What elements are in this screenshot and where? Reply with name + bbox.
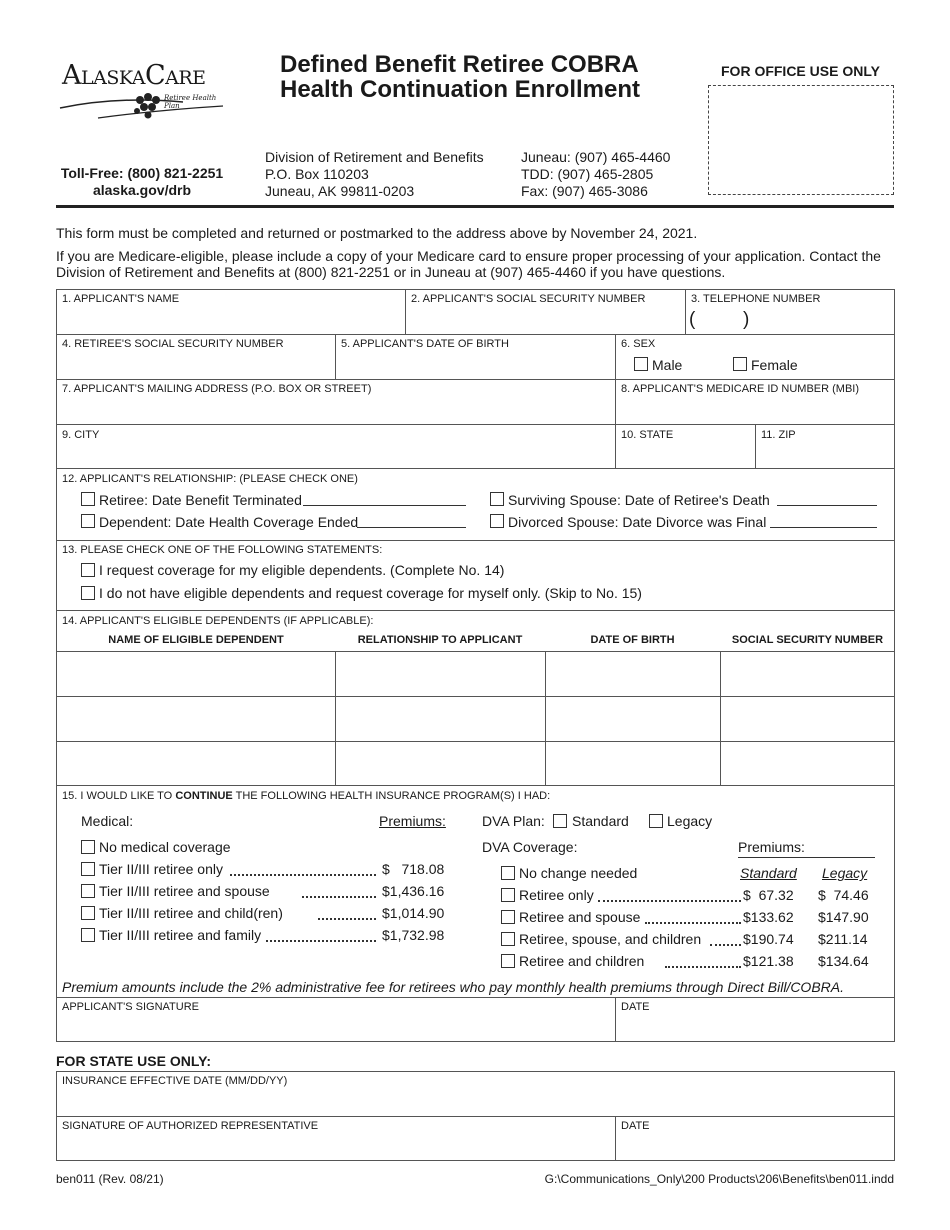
col-dependent-name: NAME OF ELIGIBLE DEPENDENT [108, 634, 284, 646]
intro-deadline: This form must be completed and returned or postmarked to the address above by November 24, 2021. [56, 225, 698, 241]
retiree-ssn-field[interactable] [57, 351, 334, 378]
phone-numbers [521, 149, 670, 200]
medical-heading: Medical: [81, 813, 134, 829]
dependent-checkbox[interactable] [81, 514, 95, 528]
divorced-spouse-checkbox[interactable] [490, 514, 504, 528]
retiree-checkbox[interactable] [81, 492, 95, 506]
dva-retiree-spouse-checkbox[interactable] [501, 910, 515, 924]
retiree-date-line[interactable] [303, 505, 466, 506]
col-date-of-birth: DATE OF BIRTH [590, 634, 675, 646]
medicare-id-label: 8. APPLICANT'S MEDICARE ID NUMBER (MBI) [621, 383, 860, 395]
dva-retiree-only-checkbox[interactable] [501, 888, 515, 902]
programs-label-post: THE FOLLOWING HEALTH INSURANCE PROGRAM(S) I HAD: [232, 790, 551, 802]
state-field[interactable] [616, 441, 754, 467]
file-path: G:\Communications_Only\200 Products\206\Benefits\ben011.indd [544, 1172, 894, 1186]
city-field[interactable] [57, 441, 614, 467]
dva-option-legacy: $ 74.46 [818, 887, 869, 903]
dva-plan-label: DVA Plan: [482, 813, 545, 829]
effective-date-field[interactable] [57, 1088, 894, 1115]
divorced-spouse-option: Divorced Spouse: Date Divorce was Final [508, 514, 767, 530]
applicant-signature-field[interactable] [57, 1014, 614, 1041]
dva-retiree-spouse-children-checkbox[interactable] [501, 932, 515, 946]
col-ssn: SOCIAL SECURITY NUMBER [731, 634, 884, 646]
address-line-3: Juneau, AK 99811-0203 [265, 183, 415, 199]
signature-date-label: DATE [621, 1001, 650, 1013]
effective-date-label: INSURANCE EFFECTIVE DATE (MM/DD/YY) [62, 1075, 288, 1087]
medical-option-price: $ 718.08 [382, 861, 445, 877]
dva-option-standard: $190.74 [743, 931, 794, 947]
retiree-option: Retiree: Date Benefit Terminated [99, 492, 302, 508]
signature-date-field[interactable] [616, 1014, 894, 1041]
medical-retiree-children-checkbox[interactable] [81, 906, 95, 920]
applicant-ssn-label: 2. APPLICANT'S SOCIAL SECURITY NUMBER [411, 293, 646, 305]
medical-option-label: No medical coverage [99, 839, 231, 855]
retiree-ssn-label: 4. RETIREE'S SOCIAL SECURITY NUMBER [62, 338, 284, 350]
logo-tagline: Retiree Health Plan [164, 94, 217, 110]
header-divider [56, 205, 894, 208]
logo-wordmark: AlaskaCare [62, 60, 206, 91]
address-line-2: P.O. Box 110203 [265, 166, 369, 182]
state-use-title: FOR STATE USE ONLY: [56, 1053, 212, 1069]
dependent-row-3[interactable] [57, 742, 894, 784]
request-dependents-checkbox[interactable] [81, 563, 95, 577]
form-id: ben011 (Rev. 08/21) [56, 1172, 164, 1186]
intro-medicare-1: If you are Medicare-eligible, please include a copy of your Medicare card to ensure proper processing of your application. Contact the [56, 248, 881, 264]
dva-option-standard: $ 67.32 [743, 887, 794, 903]
medical-option-label: Tier II/III retiree and child(ren) [99, 905, 283, 921]
surviving-spouse-checkbox[interactable] [490, 492, 504, 506]
applicant-name-label: 1. APPLICANT'S NAME [62, 293, 180, 305]
male-label: Male [652, 357, 683, 373]
medical-option-price: $1,732.98 [382, 927, 445, 943]
zip-field[interactable] [756, 441, 894, 467]
dva-standard-label: Standard [572, 813, 629, 829]
city-label: 9. CITY [62, 429, 100, 441]
website-link[interactable]: alaska.gov/drb [92, 182, 192, 198]
mailing-address-label: 7. APPLICANT'S MAILING ADDRESS (P.O. BOX OR STREET) [62, 383, 372, 395]
dva-standard-checkbox[interactable] [553, 814, 567, 828]
premium-note: Premium amounts include the 2% administrative fee for retirees who pay monthly health premiums through Direct Bill/COBRA. [62, 979, 844, 995]
area-code-open: ( [689, 309, 696, 330]
medical-option-label: Tier II/III retiree and family [99, 927, 262, 943]
dva-no-change-checkbox[interactable] [501, 866, 515, 880]
dva-legacy-checkbox[interactable] [649, 814, 663, 828]
mailing-address [265, 149, 484, 200]
form-title [280, 52, 640, 102]
phone-tdd: TDD: (907) 465-2805 [521, 166, 654, 182]
programs-label [62, 790, 550, 802]
medical-option-label: Tier II/III retiree and spouse [99, 883, 270, 899]
dva-option-legacy: $211.14 [818, 931, 868, 947]
state-label: 10. STATE [621, 429, 674, 441]
applicant-ssn-field[interactable] [406, 306, 684, 333]
statements-label: 13. PLEASE CHECK ONE OF THE FOLLOWING STATEMENTS: [62, 544, 383, 556]
applicant-signature-label: APPLICANT'S SIGNATURE [62, 1001, 199, 1013]
representative-signature-label: SIGNATURE OF AUTHORIZED REPRESENTATIVE [62, 1120, 319, 1132]
medical-premiums-heading: Premiums: [379, 813, 446, 829]
divorced-date-line[interactable] [770, 527, 877, 528]
dva-option-legacy: $134.64 [818, 953, 869, 969]
dva-option-label: No change needed [519, 865, 638, 881]
medical-retiree-family-checkbox[interactable] [81, 928, 95, 942]
dob-label: 5. APPLICANT'S DATE OF BIRTH [341, 338, 509, 350]
dva-option-legacy: $147.90 [818, 909, 869, 925]
dva-legacy-label: Legacy [667, 813, 713, 829]
relationship-label: 12. APPLICANT'S RELATIONSHIP: (PLEASE CHECK ONE) [62, 473, 358, 485]
title-line-1: Defined Benefit Retiree COBRA [280, 51, 639, 78]
intro-medicare-2: Division of Retirement and Benefits at (800) 821-2251 or in Juneau at (907) 465-4460 if you have questions. [56, 264, 726, 280]
representative-signature-field[interactable] [57, 1133, 614, 1160]
female-checkbox[interactable] [733, 357, 747, 371]
dva-retiree-children-checkbox[interactable] [501, 954, 515, 968]
state-date-field[interactable] [616, 1133, 894, 1160]
dva-standard-col: Standard [740, 865, 797, 881]
telephone-label: 3. TELEPHONE NUMBER [691, 293, 821, 305]
sex-label: 6. SEX [621, 338, 656, 350]
dva-option-label: Retiree, spouse, and children [519, 931, 702, 947]
dependents-label: 14. APPLICANT'S ELIGIBLE DEPENDENTS (IF APPLICABLE): [62, 615, 374, 627]
medical-option-label: Tier II/III retiree only [99, 861, 223, 877]
male-checkbox[interactable] [634, 357, 648, 371]
mailing-address-field[interactable] [57, 396, 614, 423]
self-only-option: I do not have eligible dependents and request coverage for myself only. (Skip to No. 15) [99, 585, 642, 601]
medical-option-price: $1,014.90 [382, 905, 445, 921]
female-label: Female [751, 357, 798, 373]
alaskacare-logo [58, 58, 233, 124]
programs-label-continue: CONTINUE [175, 790, 233, 802]
phone-juneau: Juneau: (907) 465-4460 [521, 149, 671, 165]
col-relationship: RELATIONSHIP TO APPLICANT [357, 634, 523, 646]
self-only-checkbox[interactable] [81, 586, 95, 600]
medical-none-checkbox[interactable] [81, 840, 95, 854]
dependent-date-line[interactable] [357, 527, 466, 528]
dva-option-label: Retiree and children [519, 953, 645, 969]
area-code-close: ) [743, 309, 750, 330]
request-dependents-option: I request coverage for my eligible dependents. (Complete No. 14) [99, 562, 505, 578]
medical-option-price: $1,436.16 [382, 883, 445, 899]
dva-legacy-col: Legacy [822, 865, 868, 881]
medical-retiree-only-checkbox[interactable] [81, 862, 95, 876]
title-line-2: Health Continuation Enrollment [280, 76, 640, 103]
surviving-spouse-date-line[interactable] [777, 505, 877, 506]
dva-premiums-rule [738, 857, 875, 858]
office-use-box [708, 85, 894, 195]
medicare-id-field[interactable] [616, 396, 894, 423]
applicant-name-field[interactable] [57, 306, 404, 333]
dva-option-label: Retiree and spouse [519, 909, 641, 925]
dva-premiums-heading: Premiums: [738, 839, 805, 855]
dependent-row-1[interactable] [57, 652, 894, 695]
dob-field[interactable] [336, 351, 614, 378]
tollfree-text: Toll-Free: (800) 821-2251 [60, 165, 224, 181]
office-use-label: FOR OFFICE USE ONLY [721, 63, 880, 79]
programs-label-pre: 15. I WOULD LIKE TO [62, 790, 176, 802]
dependent-row-2[interactable] [57, 697, 894, 740]
medical-retiree-spouse-checkbox[interactable] [81, 884, 95, 898]
state-date-label: DATE [621, 1120, 650, 1132]
telephone-field[interactable] [686, 306, 894, 333]
address-line-1: Division of Retirement and Benefits [265, 149, 484, 165]
dva-option-standard: $133.62 [743, 909, 794, 925]
dependent-option: Dependent: Date Health Coverage Ended [99, 514, 359, 530]
dva-option-standard: $121.38 [743, 953, 794, 969]
dva-coverage-heading: DVA Coverage: [482, 839, 578, 855]
contact-tollfree [52, 165, 232, 199]
dva-option-label: Retiree only [519, 887, 594, 903]
surviving-spouse-option: Surviving Spouse: Date of Retiree's Death [508, 492, 770, 508]
zip-label: 11. ZIP [761, 429, 796, 441]
phone-fax: Fax: (907) 465-3086 [521, 183, 648, 199]
